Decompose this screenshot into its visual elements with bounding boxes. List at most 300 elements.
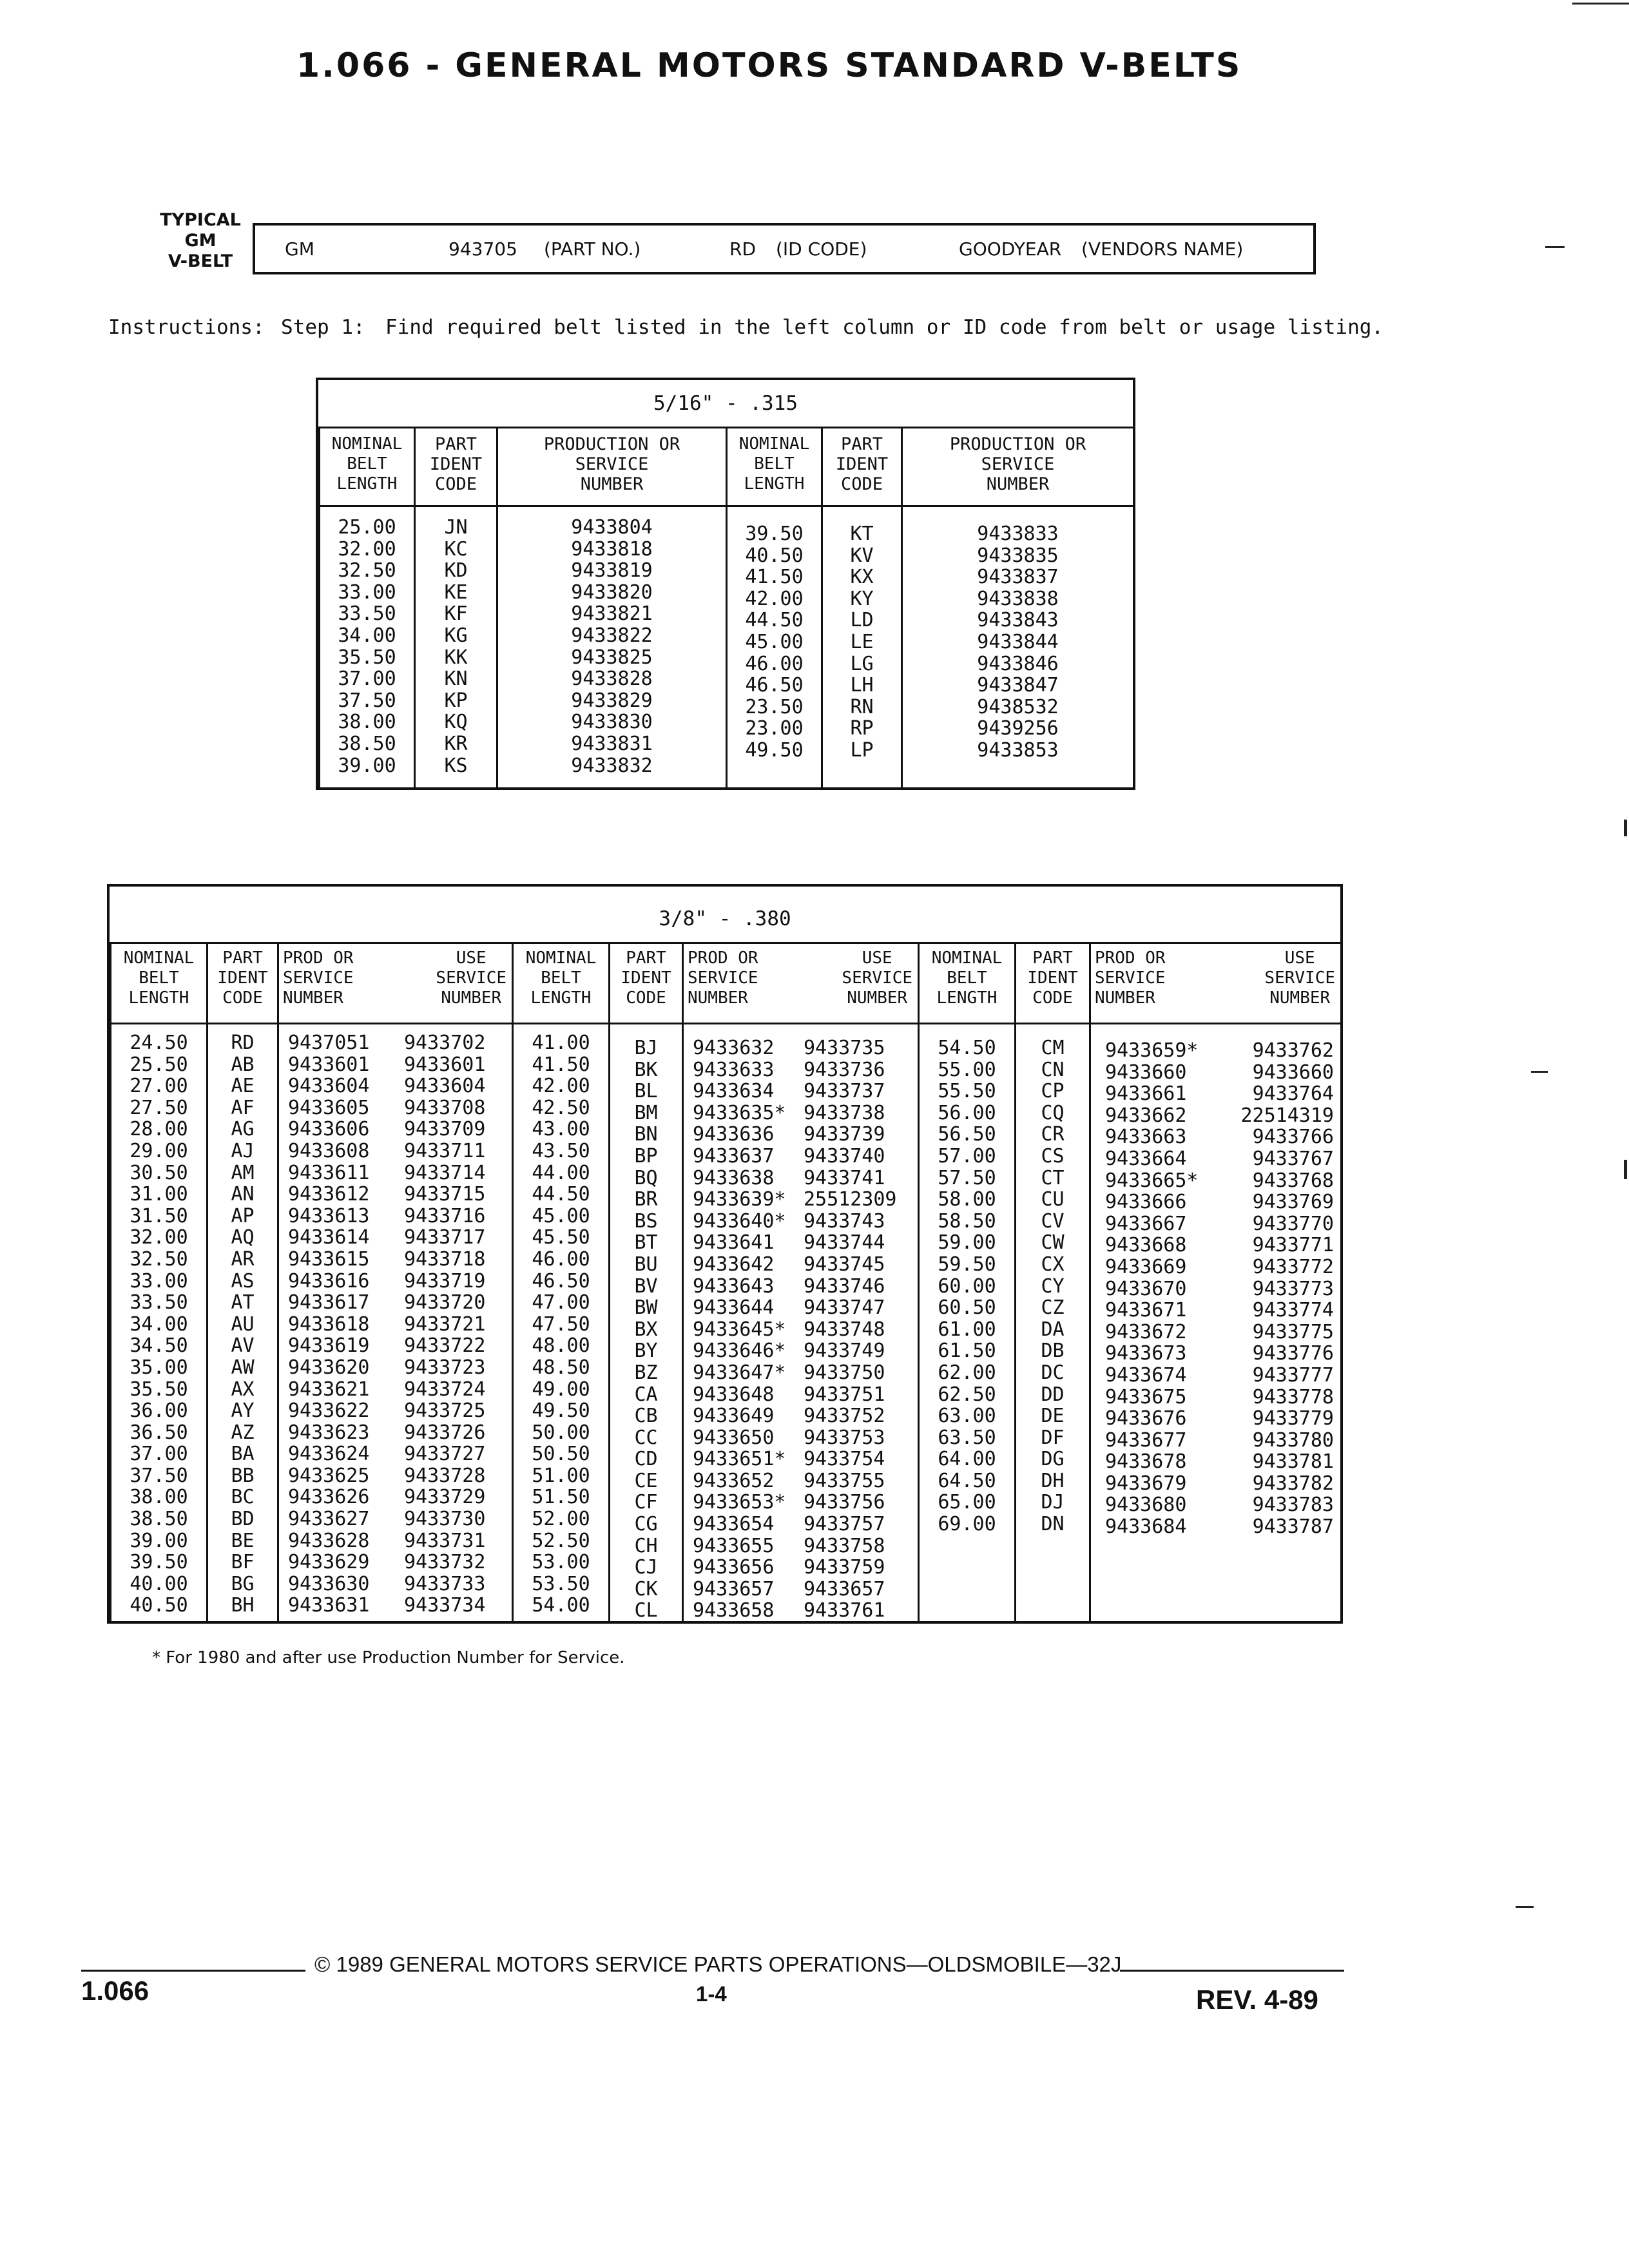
table2-g2-length-col: [512, 942, 608, 1621]
table-cell: 54.50: [938, 1037, 996, 1059]
table-cell: KY: [850, 587, 874, 610]
table-cell: 9433626: [288, 1486, 370, 1509]
table-cell: 27.50: [130, 1096, 188, 1119]
instructions-label: Instructions:: [108, 316, 265, 339]
table2-g2-lengths: [514, 1032, 608, 1617]
table-cell: 9433640*: [693, 1209, 786, 1233]
table-cell: 9433604: [404, 1075, 486, 1098]
table-cell: BD: [231, 1508, 255, 1531]
table-cell: 9433708: [404, 1096, 486, 1119]
table-cell: 9433650: [693, 1426, 775, 1449]
table-cell: CG: [634, 1513, 658, 1536]
table-cell: 47.50: [532, 1312, 590, 1336]
table1-g2-number-col: [901, 427, 1133, 787]
table-cell: 9433745: [804, 1253, 885, 1276]
table-cell: 9433646*: [693, 1340, 786, 1363]
table-cell: 62.00: [938, 1361, 996, 1384]
table-cell: 9433764: [1252, 1082, 1334, 1106]
table-cell: 9433642: [693, 1253, 775, 1276]
table-cell: 9433837: [977, 566, 1059, 589]
table2-g2-code-header: PART IDENT CODE: [610, 942, 682, 1024]
table-cell: 38.50: [338, 732, 396, 755]
table-cell: 44.50: [532, 1183, 590, 1206]
typical-id-code-label: (ID CODE): [776, 238, 867, 260]
table-cell: AS: [231, 1269, 255, 1293]
table-cell: 9433637: [693, 1144, 775, 1168]
table-cell: 9433635*: [693, 1101, 786, 1124]
typical-vendor: GOODYEAR: [959, 238, 1062, 260]
table-cell: 60.50: [938, 1296, 996, 1320]
table-cell: 9433767: [1252, 1147, 1334, 1170]
table-cell: BE: [231, 1529, 255, 1552]
table-cell: BY: [634, 1340, 658, 1363]
table-cell: 9433660: [1252, 1061, 1334, 1084]
table-cell: 9433678: [1105, 1450, 1187, 1474]
table-cell: CN: [1041, 1058, 1065, 1081]
table-cell: AP: [231, 1204, 255, 1227]
table-cell: 9433653*: [693, 1491, 786, 1514]
table-cell: BM: [634, 1101, 658, 1124]
page-title: 1.066 - GENERAL MOTORS STANDARD V-BELTS: [296, 46, 1242, 85]
table-cell: 9433714: [404, 1161, 486, 1184]
table-cell: 9433779: [1252, 1407, 1334, 1430]
table-cell: 9438532: [977, 695, 1059, 718]
table-cell: 9433629: [288, 1551, 370, 1574]
table-cell: DE: [1041, 1405, 1065, 1428]
table-cell: 65.00: [938, 1491, 996, 1514]
table-cell: 9433774: [1252, 1299, 1334, 1322]
table-cell: 55.00: [938, 1058, 996, 1081]
table-cell: 9433748: [804, 1318, 885, 1341]
table-cell: 31.00: [130, 1183, 188, 1206]
table-cell: 63.50: [938, 1426, 996, 1449]
table-cell: KF: [444, 602, 468, 626]
table-cell: 9433658: [693, 1599, 775, 1622]
typical-belt-label: TYPICAL GM V-BELT: [160, 210, 241, 271]
table-cell: DC: [1041, 1361, 1065, 1384]
table-cell: AB: [231, 1053, 255, 1076]
table-cell: 58.00: [938, 1188, 996, 1211]
table-cell: 9433804: [571, 516, 653, 539]
table-cell: AT: [231, 1291, 255, 1314]
table-cell: 9433702: [404, 1032, 486, 1054]
table2-g1-lengths: [111, 1032, 206, 1617]
table-cell: BQ: [634, 1166, 658, 1189]
table-cell: 9433606: [288, 1118, 370, 1141]
table-cell: 49.00: [532, 1378, 590, 1401]
table-cell: 9433625: [288, 1464, 370, 1487]
table-cell: 9433821: [571, 602, 653, 626]
table-cell: BK: [634, 1058, 658, 1081]
table-cell: CE: [634, 1469, 658, 1492]
table-cell: AE: [231, 1075, 255, 1098]
table2-g2-number-col: [682, 942, 918, 1621]
table-cell: 23.50: [745, 695, 804, 718]
table-cell: 9433832: [571, 754, 653, 777]
table-cell: 44.50: [745, 609, 804, 632]
table-cell: 9433770: [1252, 1212, 1334, 1235]
table-cell: 9433753: [804, 1426, 885, 1449]
table-cell: 9433639*: [693, 1188, 786, 1211]
table-cell: 9433773: [1252, 1277, 1334, 1300]
table-cell: CX: [1041, 1253, 1065, 1276]
table2-g1-code-col: [206, 942, 277, 1621]
scan-mark: [1624, 820, 1627, 836]
table-cell: RD: [231, 1032, 255, 1054]
table-cell: CZ: [1041, 1296, 1065, 1320]
table2-g3-use-header: USE SERVICE NUMBER: [1264, 948, 1335, 1008]
table-cell: 9433631: [288, 1594, 370, 1617]
table-cell: 37.00: [130, 1443, 188, 1466]
table-cell: 9437051: [288, 1032, 370, 1054]
table-cell: 59.00: [938, 1231, 996, 1254]
table-cell: 9433736: [804, 1058, 885, 1081]
table-cell: 9433744: [804, 1231, 885, 1254]
table-cell: BH: [231, 1594, 255, 1617]
table-cell: BU: [634, 1253, 658, 1276]
table-cell: 64.00: [938, 1448, 996, 1471]
table-cell: 9433782: [1252, 1472, 1334, 1495]
table-cell: DD: [1041, 1383, 1065, 1406]
table-cell: 45.50: [532, 1226, 590, 1249]
table-cell: 9433619: [288, 1334, 370, 1358]
table-cell: 9433750: [804, 1361, 885, 1384]
table-cell: 9433741: [804, 1166, 885, 1189]
table-cell: 58.50: [938, 1209, 996, 1233]
table-cell: 9433716: [404, 1204, 486, 1227]
table2-g1-length-col: [110, 942, 206, 1621]
table-cell: 9433641: [693, 1231, 775, 1254]
table-cell: 9433740: [804, 1144, 885, 1168]
table1-g2-length-col: [726, 427, 821, 787]
table1-g2-codes: [823, 523, 901, 762]
table-cell: 9433723: [404, 1356, 486, 1379]
table-cell: 61.00: [938, 1318, 996, 1341]
table-cell: 53.00: [532, 1551, 590, 1574]
table-cell: 39.00: [130, 1529, 188, 1552]
table-cell: 9433643: [693, 1274, 775, 1298]
table2-g2-length-header: NOMINAL BELT LENGTH: [514, 942, 608, 1024]
table-cell: 9433634: [693, 1080, 775, 1103]
table-cell: 9433756: [804, 1491, 885, 1514]
table-cell: 9433743: [804, 1209, 885, 1233]
table-cell: 9433628: [288, 1529, 370, 1552]
table-cell: 9433781: [1252, 1450, 1334, 1474]
table-cell: BW: [634, 1296, 658, 1320]
table-cell: 61.50: [938, 1340, 996, 1363]
table-cell: 9433749: [804, 1340, 885, 1363]
table-cell: 9433668: [1105, 1234, 1187, 1257]
table-cell: 9433621: [288, 1378, 370, 1401]
table2-g2-prod-header: PROD OR SERVICE NUMBER: [688, 948, 758, 1008]
table-cell: 9433776: [1252, 1342, 1334, 1365]
table-cell: 9433780: [1252, 1428, 1334, 1452]
footnote: * For 1980 and after use Production Number for Service.: [152, 1648, 625, 1667]
table2-g1-code-header: PART IDENT CODE: [208, 942, 277, 1024]
table-cell: 35.00: [130, 1356, 188, 1379]
table-cell: 9433652: [693, 1469, 775, 1492]
table-cell: 33.00: [338, 581, 396, 604]
table1-g2-number-header: PRODUCTION OR SERVICE NUMBER: [903, 427, 1133, 507]
table2-g2-code-col: [608, 942, 682, 1621]
table1-g1-length-header: NOMINAL BELT LENGTH: [320, 427, 414, 507]
table-cell: CV: [1041, 1209, 1065, 1233]
table-cell: 37.00: [338, 668, 396, 691]
table-cell: 9433820: [571, 581, 653, 604]
footer-section-number: 1.066: [81, 1975, 149, 2006]
table1-g1-number-header: PRODUCTION OR SERVICE NUMBER: [498, 427, 726, 507]
belt-table-3-8: [107, 884, 1343, 1624]
table-cell: RN: [850, 695, 874, 718]
table-cell: 9433709: [404, 1118, 486, 1141]
table-cell: 9433720: [404, 1291, 486, 1314]
table-cell: 9433636: [693, 1123, 775, 1146]
table2-g3-codes: [1016, 1037, 1089, 1535]
table-cell: 9433671: [1105, 1299, 1187, 1322]
table-cell: LP: [850, 738, 874, 762]
table-cell: KT: [850, 523, 874, 545]
table-cell: 9433731: [404, 1529, 486, 1552]
table-cell: BF: [231, 1551, 255, 1574]
table-cell: CB: [634, 1405, 658, 1428]
belt-table-5-16: [316, 378, 1135, 790]
table-cell: 9433672: [1105, 1320, 1187, 1343]
table-cell: 9433835: [977, 544, 1059, 567]
table-cell: CW: [1041, 1231, 1065, 1254]
table-cell: 37.50: [338, 689, 396, 712]
table-cell: 9433618: [288, 1312, 370, 1336]
table-cell: KP: [444, 689, 468, 712]
table-cell: 28.00: [130, 1118, 188, 1141]
table1-g1-number-col: [496, 427, 726, 787]
table2-g3-length-col: [918, 942, 1014, 1621]
table-cell: 46.00: [532, 1247, 590, 1271]
table-cell: 9433711: [404, 1139, 486, 1162]
table-cell: DH: [1041, 1469, 1065, 1492]
table-cell: 9433669: [1105, 1255, 1187, 1278]
table-cell: 34.00: [130, 1312, 188, 1336]
table-cell: BL: [634, 1080, 658, 1103]
typical-part-no-label: (PART NO.): [544, 238, 641, 260]
table-cell: 9433729: [404, 1486, 486, 1509]
table-cell: 9433727: [404, 1443, 486, 1466]
table-cell: AX: [231, 1378, 255, 1401]
table-cell: 32.00: [130, 1226, 188, 1249]
typical-part-no: 943705: [448, 238, 517, 260]
table2-g3-prod-header: PROD OR SERVICE NUMBER: [1095, 948, 1166, 1008]
table-cell: 9433604: [288, 1075, 370, 1098]
table-cell: AU: [231, 1312, 255, 1336]
typical-maker: GM: [285, 238, 314, 260]
table2-section-title: 3/8" - .380: [110, 887, 1340, 944]
table-cell: DJ: [1041, 1491, 1065, 1514]
table-cell: 9433624: [288, 1443, 370, 1466]
table-cell: 38.50: [130, 1508, 188, 1531]
table-cell: 29.00: [130, 1139, 188, 1162]
table-cell: 9433665*: [1105, 1169, 1199, 1192]
scan-mark: [1516, 1906, 1534, 1908]
scan-mark: [1624, 1160, 1627, 1179]
table-cell: 42.00: [532, 1075, 590, 1098]
table-cell: 36.00: [130, 1399, 188, 1423]
table-cell: 9433846: [977, 652, 1059, 675]
instructions-text: Find required belt listed in the left column or ID code from belt or usage listing.: [385, 316, 1384, 339]
table-cell: DN: [1041, 1513, 1065, 1536]
table-cell: 9433747: [804, 1296, 885, 1320]
table1-g1-code-header: PART IDENT CODE: [416, 427, 496, 507]
table-cell: DF: [1041, 1426, 1065, 1449]
table-cell: 54.00: [532, 1594, 590, 1617]
table-cell: 9433633: [693, 1058, 775, 1081]
table-cell: 9433627: [288, 1508, 370, 1531]
table-cell: 9433737: [804, 1080, 885, 1103]
table-cell: 25512309: [804, 1188, 897, 1211]
table-cell: 9433632: [693, 1037, 775, 1059]
table-cell: 9433616: [288, 1269, 370, 1293]
table-cell: 32.50: [338, 559, 396, 582]
table-cell: 9433679: [1105, 1472, 1187, 1495]
table-cell: 9433612: [288, 1183, 370, 1206]
table-cell: KC: [444, 537, 468, 561]
table-cell: KQ: [444, 711, 468, 734]
table-cell: BB: [231, 1464, 255, 1487]
table-cell: CP: [1041, 1080, 1065, 1103]
table-cell: 9433661: [1105, 1082, 1187, 1106]
table-cell: 9433762: [1252, 1039, 1334, 1062]
table-cell: 34.00: [338, 624, 396, 647]
table-cell: 9433725: [404, 1399, 486, 1423]
table-cell: 9433738: [804, 1101, 885, 1124]
table-cell: 9433717: [404, 1226, 486, 1249]
table-cell: 46.50: [532, 1269, 590, 1293]
table-cell: 9433613: [288, 1204, 370, 1227]
table-cell: 69.00: [938, 1513, 996, 1536]
table-cell: 40.50: [130, 1594, 188, 1617]
table-cell: LH: [850, 674, 874, 697]
table1-g2-numbers: [903, 523, 1133, 762]
table-cell: BX: [634, 1318, 658, 1341]
table2-g3-code-header: PART IDENT CODE: [1016, 942, 1089, 1024]
footer-revision: REV. 4-89: [1196, 1984, 1318, 2015]
table-cell: 9433656: [693, 1556, 775, 1579]
table-cell: BT: [634, 1231, 658, 1254]
table-cell: 9433659*: [1105, 1039, 1199, 1062]
table-cell: KD: [444, 559, 468, 582]
table-cell: CL: [634, 1599, 658, 1622]
typical-vendor-label: (VENDORS NAME): [1081, 238, 1244, 260]
table-cell: 49.50: [532, 1399, 590, 1423]
table-cell: 33.50: [338, 602, 396, 626]
table2-g1-prod-header: PROD OR SERVICE NUMBER: [283, 948, 354, 1008]
table-cell: 9433825: [571, 646, 653, 669]
table-cell: BJ: [634, 1037, 658, 1059]
table2-g1-number-col: [277, 942, 512, 1621]
table-cell: 25.00: [338, 516, 396, 539]
table-cell: BR: [634, 1188, 658, 1211]
table-cell: 9433847: [977, 674, 1059, 697]
table-cell: 9433746: [804, 1274, 885, 1298]
table-cell: 9433772: [1252, 1255, 1334, 1278]
table1-section-title: 5/16" - .315: [318, 380, 1133, 428]
table-cell: CD: [634, 1448, 658, 1471]
table-cell: CF: [634, 1491, 658, 1514]
table-cell: 9433775: [1252, 1320, 1334, 1343]
table-cell: BG: [231, 1572, 255, 1595]
table-cell: 9433674: [1105, 1363, 1187, 1387]
table-cell: 9433751: [804, 1383, 885, 1406]
table-cell: 9433730: [404, 1508, 486, 1531]
table-cell: 9433617: [288, 1291, 370, 1314]
table-cell: 9433663: [1105, 1126, 1187, 1149]
table-cell: 9433622: [288, 1399, 370, 1423]
table-cell: 9433783: [1252, 1494, 1334, 1517]
table-cell: 9433724: [404, 1378, 486, 1401]
table-cell: 9433833: [977, 523, 1059, 545]
table2-g2-use: [804, 1037, 918, 1622]
table-cell: CC: [634, 1426, 658, 1449]
table-cell: 9433734: [404, 1594, 486, 1617]
table-cell: 64.50: [938, 1469, 996, 1492]
table-cell: KN: [444, 668, 468, 691]
table-cell: AQ: [231, 1226, 255, 1249]
table2-g3-number-header: [1091, 942, 1340, 1024]
table1-g1-codes: [416, 517, 496, 776]
table-cell: 9433759: [804, 1556, 885, 1579]
table-cell: DA: [1041, 1318, 1065, 1341]
table-cell: KG: [444, 624, 468, 647]
table-cell: 52.00: [532, 1508, 590, 1531]
table-cell: RP: [850, 717, 874, 740]
table-cell: 9433843: [977, 609, 1059, 632]
table-cell: 9433726: [404, 1421, 486, 1444]
table-cell: 42.50: [532, 1096, 590, 1119]
table2-g3-lengths: [920, 1037, 1014, 1535]
table-cell: 9433719: [404, 1269, 486, 1293]
table-cell: 9433673: [1105, 1342, 1187, 1365]
table1-g1-code-col: [414, 427, 496, 787]
table-cell: 9433777: [1252, 1363, 1334, 1387]
table-cell: 9433675: [1105, 1385, 1187, 1408]
table-cell: 23.00: [745, 717, 804, 740]
table-cell: 43.50: [532, 1139, 590, 1162]
table-cell: 9433755: [804, 1469, 885, 1492]
table2-g2-number-header: [684, 942, 918, 1024]
table-cell: 9433769: [1252, 1191, 1334, 1214]
table-cell: 62.50: [938, 1383, 996, 1406]
table-cell: 9433601: [288, 1053, 370, 1076]
table-cell: 36.50: [130, 1421, 188, 1444]
table-cell: 9433657: [804, 1577, 885, 1600]
table2-g2-use-header: USE SERVICE NUMBER: [842, 948, 912, 1008]
table2-g3-length-header: NOMINAL BELT LENGTH: [920, 942, 1014, 1024]
table-cell: DG: [1041, 1448, 1065, 1471]
table-cell: CQ: [1041, 1101, 1065, 1124]
table-cell: 35.50: [338, 646, 396, 669]
table-cell: 9433853: [977, 738, 1059, 762]
table-cell: 41.50: [532, 1053, 590, 1076]
table-cell: 38.00: [338, 711, 396, 734]
table-cell: AM: [231, 1161, 255, 1184]
table-cell: CS: [1041, 1144, 1065, 1168]
table-cell: 9433768: [1252, 1169, 1334, 1192]
table-cell: 45.00: [745, 630, 804, 653]
table2-g3-code-col: [1014, 942, 1089, 1621]
table-cell: 45.00: [532, 1204, 590, 1227]
table-cell: CY: [1041, 1274, 1065, 1298]
table1-g2-code-col: [821, 427, 901, 787]
table-cell: 44.00: [532, 1161, 590, 1184]
table-cell: AJ: [231, 1139, 255, 1162]
